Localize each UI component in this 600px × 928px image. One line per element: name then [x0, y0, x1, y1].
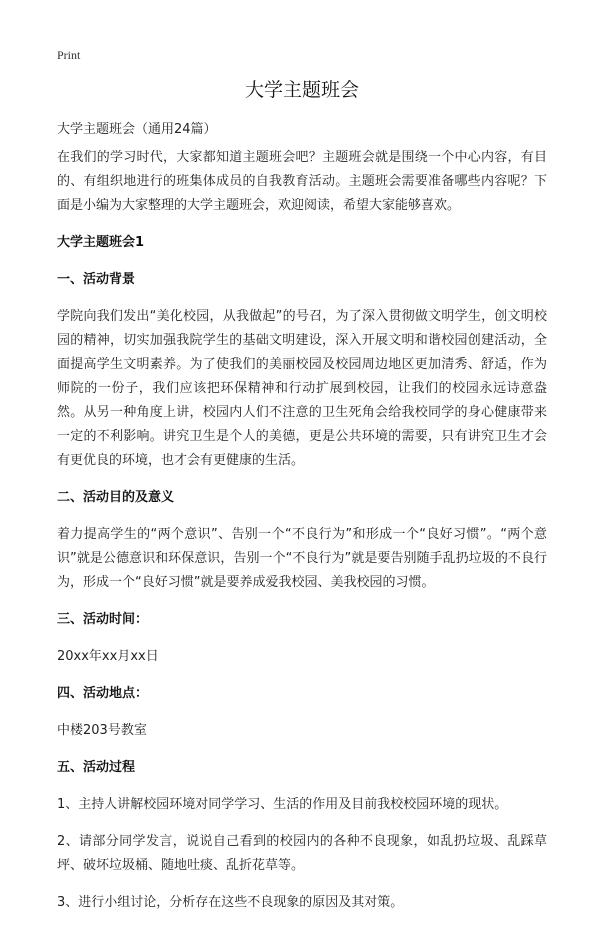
paragraph-time: 20xx年xx月xx日 [57, 649, 159, 664]
process-step-3: 3、进行小组讨论，分析存在这些不良现象的原因及其对策。 [57, 895, 404, 910]
print-link[interactable]: Print [57, 48, 81, 62]
heading-purpose: 二、活动目的及意义 [57, 490, 175, 505]
section-title: 大学主题班会1 [57, 235, 145, 250]
heading-process: 五、活动过程 [57, 760, 136, 775]
document-subtitle: 大学主题班会（通用24篇） [57, 122, 217, 137]
paragraph-location: 中楼203号教室 [57, 723, 147, 738]
heading-time: 三、活动时间： [57, 612, 149, 627]
paragraph-purpose: 着力提高学生的“两个意识”、告别一个“不良行为”和形成一个“良好习惯”。“两个意识”就是公德意识和环保意识，告别一个“不良行为”就是要告别随手乱扔垃圾的不良行为，形成一个“良好习惯”就是要养成爱我校园、美我校园的习惯。 [57, 527, 547, 590]
intro-paragraph: 在我们的学习时代，大家都知道主题班会吧？主题班会就是围绕一个中心内容，有目的、有组织地进行的班集体成员的自我教育活动。主题班会需要准备哪些内容呢？下面是小编为大家整理的大学主题班会，欢迎阅读，希望大家能够喜欢。 [57, 150, 547, 213]
process-step-1: 1、主持人讲解校园环境对同学学习、生活的作用及目前我校校园环境的现状。 [57, 797, 508, 812]
paragraph-background: 学院向我们发出“美化校园，从我做起”的号召，为了深入贯彻做文明学生，创文明校园的精神，切实加强我院学生的基础文明建设，深入开展文明和谐校园创建活动，全面提高学生文明素养。为了使我们的美丽校园及校园周边地区更加清秀、舒适，作为师院的一份子，我们应该把环保精神和行动扩展到校园，让我们的校园永远诗意盎然。从另一种角度上讲，校园内人们不注意的卫生死角会给我校同学的身心健康带来一定的不利影响。讲究卫生是个人的美德，更是公共环境的需要，只有讲究卫生才会有更优良的环境，也才会有更健康的生活。 [57, 309, 547, 468]
document-body [57, 76, 547, 928]
document-title: 大学主题班会 [244, 79, 359, 101]
heading-background: 一、活动背景 [57, 272, 136, 287]
process-step-2: 2、请部分同学发言，说说自己看到的校园内的各种不良现象，如乱扔垃圾、乱踩草坪、破坏垃圾桶、随地吐痰、乱折花草等。 [57, 834, 547, 873]
heading-location: 四、活动地点： [57, 686, 149, 701]
